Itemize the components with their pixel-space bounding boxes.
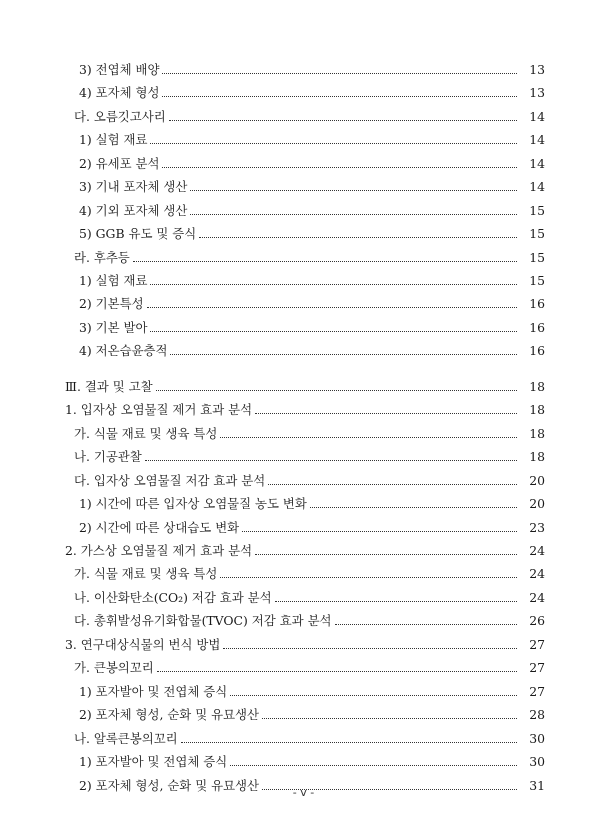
toc-entry-page-number: 18 [529,402,545,417]
toc-entry[interactable] [79,176,545,198]
toc-entry-label: 1) 실험 재료 [79,132,148,147]
toc-entry-label: 라. 후추등 [74,250,130,265]
toc-entry-page-number: 18 [529,449,545,464]
dot-leader [147,307,517,308]
toc-entry-page-number: 15 [529,273,545,288]
toc-entry-label: 가. 식물 재료 및 생육 특성 [74,566,218,581]
toc-entry[interactable] [74,247,545,269]
toc-entry[interactable] [79,270,545,292]
toc-entry-page-number: 27 [529,660,545,675]
dot-leader [150,143,517,144]
dot-leader [220,577,517,578]
toc-entry-label: 1) 포자발아 및 전엽체 증식 [79,684,228,699]
toc-entry-page-number: 13 [529,62,545,77]
toc-entry-label: 4) 기외 포자체 생산 [79,203,188,218]
toc-entry[interactable] [79,493,545,515]
toc-entry-label: 2) 유세포 분석 [79,156,160,171]
dot-leader [310,507,517,508]
toc-entry[interactable] [74,470,545,492]
toc-entry-label: 1) 포자발아 및 전엽체 증식 [79,754,228,769]
dot-leader [223,648,517,649]
toc-entry[interactable] [79,681,545,703]
toc-entry-page-number: 13 [529,85,545,100]
toc-entry-page-number: 30 [529,731,545,746]
toc-entry-label: 가. 큰봉의꼬리 [74,660,154,675]
toc-entry[interactable] [65,540,545,562]
dot-leader [199,237,517,238]
dot-leader [190,190,517,191]
toc-entry-page-number: 20 [529,496,545,511]
toc-entry-page-number: 15 [529,250,545,265]
toc-entry-page-number: 16 [529,296,545,311]
toc-entry-label: 2) 기본특성 [79,296,144,311]
toc-entry[interactable] [74,587,545,609]
toc-entry[interactable] [79,293,545,315]
toc-entry-page-number: 14 [529,109,545,124]
toc-entry[interactable] [74,446,545,468]
toc-entry[interactable] [79,82,545,104]
dot-leader [145,460,517,461]
toc-entry-page-number: 15 [529,226,545,241]
dot-leader [335,624,517,625]
toc-entry[interactable] [79,340,545,362]
toc-entry-label: 2) 포자체 형성, 순화 및 유묘생산 [79,707,259,722]
toc-entry-label: 3. 연구대상식물의 번식 방법 [65,637,221,652]
dot-leader [255,413,517,414]
toc-entry[interactable] [65,376,545,398]
toc-entry[interactable] [74,728,545,750]
dot-leader [262,718,517,719]
toc-entry[interactable] [65,399,545,421]
toc-entry-page-number: 16 [529,343,545,358]
dot-leader [275,601,517,602]
dot-leader [162,73,517,74]
toc-entry-page-number: 20 [529,473,545,488]
toc-entry-page-number: 18 [529,426,545,441]
toc-entry-page-number: 31 [529,778,545,793]
toc-entry-page-number: 14 [529,179,545,194]
toc-entry[interactable] [74,657,545,679]
dot-leader [190,214,517,215]
toc-entry-label: 3) 전엽체 배양 [79,62,160,77]
toc-entry-label: 다. 총휘발성유기화합물(TVOC) 저감 효과 분석 [74,613,332,628]
toc-entry-label: 2. 가스상 오염물질 제거 효과 분석 [65,543,253,558]
toc-entry-label: 3) 기내 포자체 생산 [79,179,188,194]
toc-entry-page-number: 14 [529,156,545,171]
dot-leader [230,765,517,766]
dot-leader [156,390,517,391]
toc-entry-label: 1) 실험 재료 [79,273,148,288]
toc-entry[interactable] [79,751,545,773]
toc-entry[interactable] [79,517,545,539]
toc-entry-label: 3) 기본 발아 [79,320,148,335]
toc-entry-label: 다. 입자상 오염물질 저감 효과 분석 [74,473,266,488]
dot-leader [133,261,517,262]
toc-entry-page-number: 26 [529,613,545,628]
dot-leader [150,331,517,332]
toc-entry-label: 1. 입자상 오염물질 제거 효과 분석 [65,402,253,417]
dot-leader [170,354,517,355]
toc-entry-page-number: 24 [529,566,545,581]
dot-leader [162,167,517,168]
toc-entry[interactable] [65,634,545,656]
toc-entry-page-number: 30 [529,754,545,769]
toc-entry-label: 나. 기공관찰 [74,449,142,464]
toc-entry[interactable] [79,129,545,151]
toc-entry-page-number: 14 [529,132,545,147]
toc-entry-page-number: 18 [529,379,545,394]
toc-entry-page-number: 24 [529,543,545,558]
toc-entry-label: Ⅲ. 결과 및 고찰 [65,379,153,394]
toc-entry-label: 가. 식물 재료 및 생육 특성 [74,426,218,441]
toc-entry-label: 다. 오름깃고사리 [74,109,166,124]
toc-entry-label: 나. 이산화탄소(CO₂) 저감 효과 분석 [74,590,272,605]
dot-leader [150,284,517,285]
toc-entry-page-number: 28 [529,707,545,722]
toc-entry[interactable] [74,423,545,445]
toc-entry[interactable] [74,563,545,585]
dot-leader [230,695,517,696]
toc-entry-page-number: 15 [529,203,545,218]
toc-entry[interactable] [79,704,545,726]
dot-leader [255,554,517,555]
toc-entry-label: 4) 포자체 형성 [79,85,160,100]
toc-entry-label: 4) 저온습윤층적 [79,343,168,358]
dot-leader [242,531,517,532]
dot-leader [220,437,517,438]
toc-entry[interactable] [79,223,545,245]
toc-entry[interactable] [79,153,545,175]
toc-entry-label: 2) 포자체 형성, 순화 및 유묘생산 [79,778,259,793]
toc-entry[interactable] [79,317,545,339]
toc-entry-page-number: 27 [529,637,545,652]
toc-entry[interactable] [79,59,545,81]
toc-entry[interactable] [74,106,545,128]
toc-entry[interactable] [74,610,545,632]
dot-leader [162,96,517,97]
toc-entry-page-number: 24 [529,590,545,605]
toc-entry-label: 2) 시간에 따른 상대습도 변화 [79,520,240,535]
toc-entry-label: 5) GGB 유도 및 증식 [79,226,197,241]
dot-leader [181,742,517,743]
toc-entry-page-number: 23 [529,520,545,535]
page-number: - v - [292,786,315,799]
toc-entry-page-number: 27 [529,684,545,699]
dot-leader [268,484,517,485]
toc-entry-label: 나. 알록큰봉의꼬리 [74,731,178,746]
toc-entry-page-number: 16 [529,320,545,335]
toc-entry[interactable] [79,200,545,222]
dot-leader [169,120,517,121]
dot-leader [157,671,517,672]
toc-entry-label: 1) 시간에 따른 입자상 오염물질 농도 변화 [79,496,307,511]
